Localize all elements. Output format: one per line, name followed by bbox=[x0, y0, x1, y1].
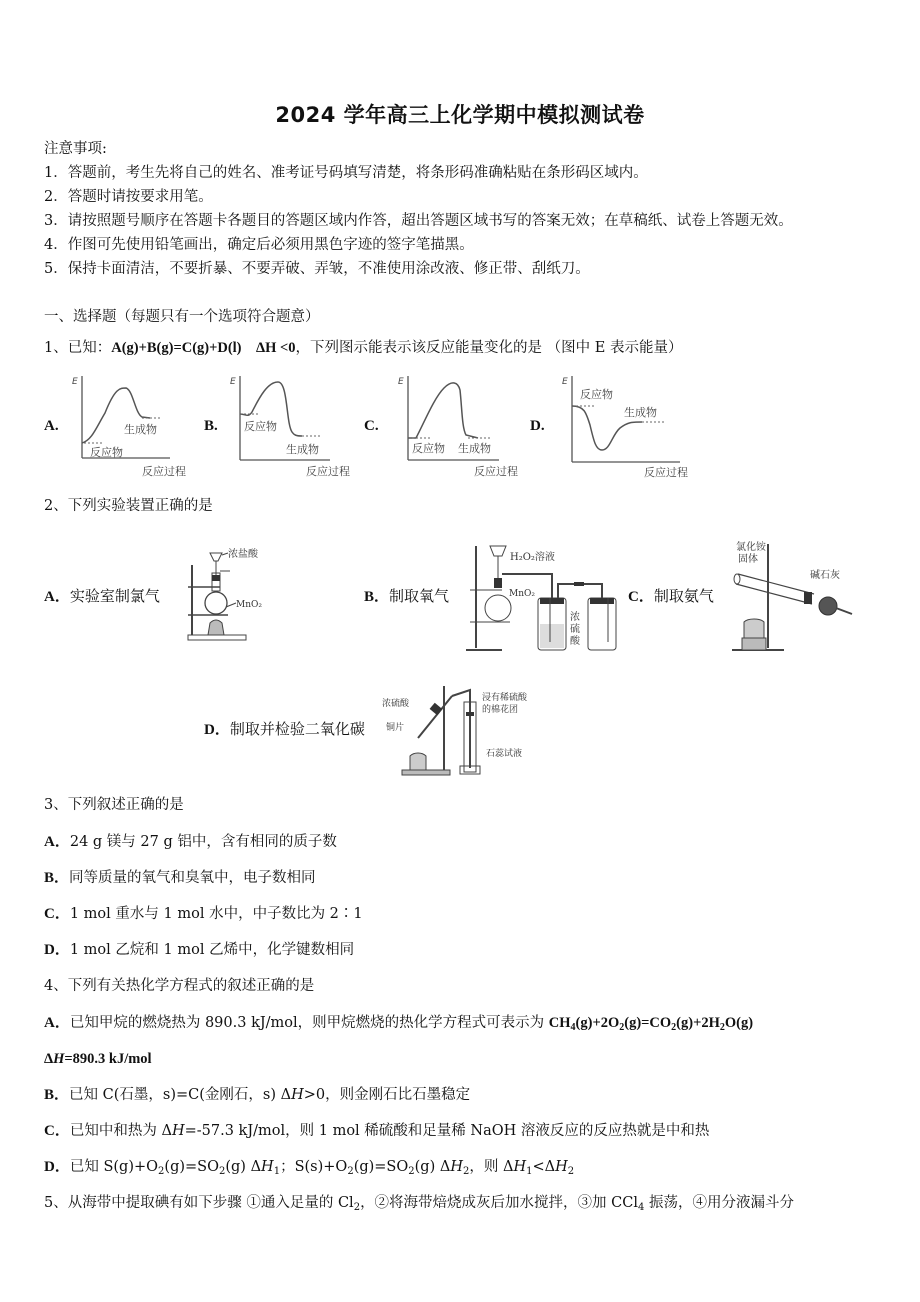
q4-a-equation: $CH_4(g)+2O_2(g)=CO_2(g)+2H_2O(g)$ bbox=[548, 1015, 754, 1033]
svg-text:石蕊试液: 石蕊试液 bbox=[486, 749, 523, 759]
question-1-stem bbox=[44, 338, 682, 358]
svg-text:酸: 酸 bbox=[570, 636, 580, 647]
q4-option-a-line2: ΔH=890.3 kJ/mol bbox=[44, 1051, 152, 1067]
q1-equation: A(g)+B(g)=C(g)+D(l) ΔH <0 bbox=[111, 340, 296, 356]
q2-option-a bbox=[44, 585, 160, 606]
page-title: 2024 学年高三上化学期中模拟测试卷 bbox=[275, 103, 645, 127]
svg-text:E: E bbox=[72, 377, 78, 387]
svg-text:反应过程: 反应过程 bbox=[306, 465, 350, 478]
q2-figure-a-chlorine-apparatus bbox=[180, 545, 280, 649]
q4-option-c: C．已知中和热为 ΔH=-57.3 kJ/mol，则 1 mol 稀硫酸和足量稀 NaOH 溶液反应的反应热就是中和热 bbox=[44, 1123, 710, 1139]
svg-text:反应过程: 反应过程 bbox=[644, 466, 688, 479]
svg-text:浓盐酸: 浓盐酸 bbox=[228, 549, 258, 560]
svg-text:碱石灰: 碱石灰 bbox=[810, 570, 840, 581]
svg-text:反应物: 反应物 bbox=[580, 388, 613, 401]
notice-item: 3．请按照题号顺序在答题卡各题目的答题区域内作答，超出答题区域书写的答案无效；在草稿纸、试卷上答题无效。 bbox=[44, 213, 793, 229]
q1-option-a-label: A. bbox=[44, 418, 59, 434]
question-3-stem: 3、下列叙述正确的是 bbox=[44, 797, 184, 813]
q2-b-text: 制取氧气 bbox=[389, 587, 450, 605]
notice-item: 1．答题前，考生先将自己的姓名、准考证号码填写清楚，将条形码准确粘贴在条形码区域内。 bbox=[44, 165, 648, 181]
q4-a-text: 已知甲烷的燃烧热为 890.3 kJ/mol，则甲烷燃烧的热化学方程式可表示为 bbox=[69, 1015, 549, 1031]
q2-b-label: B． bbox=[364, 589, 390, 605]
svg-text:反应物: 反应物 bbox=[90, 446, 123, 459]
q3-b-text: 同等质量的氧气和臭氧中，电子数相同 bbox=[69, 870, 316, 886]
notice-item: 4．作图可先使用铅笔画出，确定后必须用黑色字迹的签字笔描黑。 bbox=[44, 237, 474, 253]
q2-figure-d-co2-apparatus bbox=[382, 682, 542, 782]
q3-b-label: B． bbox=[44, 870, 70, 886]
q3-option-a bbox=[44, 832, 337, 852]
q3-option-b bbox=[44, 868, 316, 888]
q3-c-text: 1 mol 重水与 1 mol 水中，中子数比为 2∶1 bbox=[69, 906, 363, 922]
svg-text:的棉花团: 的棉花团 bbox=[482, 705, 519, 715]
q1-suffix: ，下列图示能表示该反应能量变化的是 （图中 E 表示能量） bbox=[295, 340, 683, 356]
q2-figure-c-ammonia-apparatus bbox=[722, 538, 862, 660]
q4-c-label: C． bbox=[44, 1123, 70, 1139]
q4-option-a bbox=[44, 1013, 753, 1033]
question-2-stem: 2、下列实验装置正确的是 bbox=[44, 498, 213, 514]
q2-d-text: 制取并检验二氧化碳 bbox=[229, 720, 365, 738]
svg-text:硫: 硫 bbox=[570, 624, 580, 635]
q2-option-c bbox=[628, 585, 714, 606]
svg-text:E: E bbox=[562, 377, 568, 387]
q1-option-c-label: C. bbox=[364, 418, 379, 434]
notice-heading: 注意事项: bbox=[44, 141, 107, 157]
svg-text:固体: 固体 bbox=[738, 554, 758, 565]
svg-text:浸有稀硫酸: 浸有稀硫酸 bbox=[482, 693, 528, 703]
svg-text:生成物: 生成物 bbox=[624, 406, 657, 419]
q3-option-c bbox=[44, 904, 363, 924]
q3-c-label: C． bbox=[44, 906, 70, 922]
q4-option-d: D．已知 $S(g)+O_2(g)=SO_2(g)$ $\Delta H_1$；$S(s)+O_2(g)=SO_2(g)$ $\Delta H_2$，则 $\Delta H_1<\Delta H_2$ bbox=[44, 1159, 575, 1177]
q1-graph-b bbox=[230, 368, 360, 484]
svg-text:MnO₂: MnO₂ bbox=[509, 589, 535, 599]
q3-d-label: D． bbox=[44, 942, 70, 958]
svg-text:浓: 浓 bbox=[570, 612, 580, 623]
svg-text:生成物: 生成物 bbox=[124, 423, 157, 436]
q3-a-text: 24 g 镁与 27 g 铝中，含有相同的质子数 bbox=[69, 834, 337, 850]
svg-text:反应过程: 反应过程 bbox=[142, 465, 186, 478]
section-heading: 一、选择题（每题只有一个选项符合题意） bbox=[44, 309, 320, 325]
q1-prefix: 1、已知： bbox=[44, 340, 112, 356]
q2-option-b bbox=[364, 585, 449, 606]
svg-text:铜片: 铜片 bbox=[386, 723, 405, 733]
svg-text:反应物: 反应物 bbox=[244, 420, 277, 433]
notice-item: 5．保持卡面清洁，不要折暴、不要弄破、弄皱，不准使用涂改液、修正带、刮纸刀。 bbox=[44, 261, 590, 277]
q4-b-label: B． bbox=[44, 1087, 70, 1103]
svg-text:生成物: 生成物 bbox=[458, 442, 491, 455]
q2-option-d bbox=[204, 718, 365, 739]
svg-text:生成物: 生成物 bbox=[286, 443, 319, 456]
svg-text:浓硫酸: 浓硫酸 bbox=[382, 699, 410, 709]
q3-d-text: 1 mol 乙烷和 1 mol 乙烯中，化学键数相同 bbox=[69, 942, 355, 958]
svg-text:氯化铵: 氯化铵 bbox=[736, 542, 766, 553]
svg-text:反应物: 反应物 bbox=[412, 442, 445, 455]
q4-d-label: D． bbox=[44, 1159, 70, 1175]
q2-c-label: C． bbox=[628, 589, 654, 605]
question-5-stem: 5、从海带中提取碘有如下步骤 ①通入足量的 $Cl_2$，②将海带焙烧成灰后加水搅拌，③加 CCl$_4$ 振荡，④用分液漏斗分 bbox=[44, 1195, 794, 1213]
svg-text:E: E bbox=[398, 377, 404, 387]
q3-a-label: A． bbox=[44, 834, 70, 850]
q1-graph-a bbox=[70, 368, 200, 484]
q4-a-label: A． bbox=[44, 1015, 70, 1031]
notice-item: 2．答题时请按要求用笔。 bbox=[44, 189, 213, 205]
question-4-stem: 4、下列有关热化学方程式的叙述正确的是 bbox=[44, 978, 315, 994]
svg-text:E: E bbox=[230, 377, 236, 387]
q1-option-b-label: B. bbox=[204, 418, 218, 434]
q1-graph-c bbox=[394, 368, 524, 484]
q3-option-d bbox=[44, 940, 354, 960]
q1-option-d-label: D. bbox=[530, 418, 545, 434]
svg-text:MnO₂: MnO₂ bbox=[236, 600, 262, 610]
svg-text:反应过程: 反应过程 bbox=[474, 465, 518, 478]
q2-d-label: D． bbox=[204, 722, 230, 738]
q2-a-label: A． bbox=[44, 589, 70, 605]
svg-text:H₂O₂溶液: H₂O₂溶液 bbox=[510, 552, 555, 563]
q2-figure-b-oxygen-apparatus bbox=[462, 538, 622, 660]
q2-c-text: 制取氨气 bbox=[653, 587, 714, 605]
q1-graph-d bbox=[560, 370, 700, 486]
q4-option-b: B．已知 C(石墨，s)=C(金刚石，s) ΔH>0，则金刚石比石墨稳定 bbox=[44, 1087, 471, 1103]
q2-a-text: 实验室制氯气 bbox=[69, 587, 160, 605]
